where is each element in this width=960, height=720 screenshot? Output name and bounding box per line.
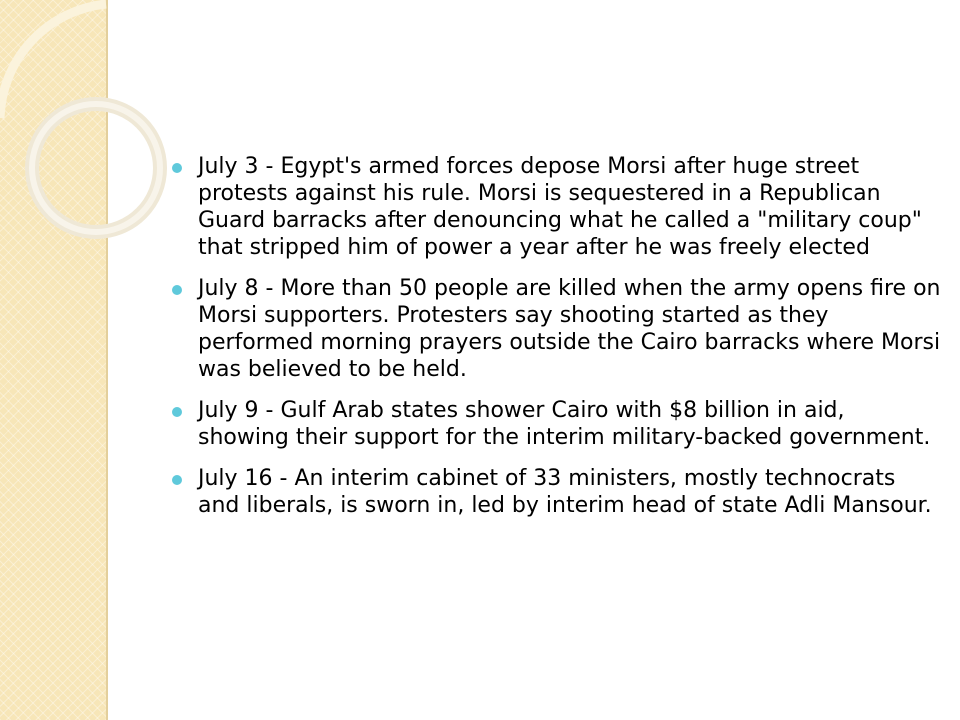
slide-content <box>171 153 941 533</box>
bullet-dot-icon <box>172 407 182 417</box>
bullet-dot-icon <box>172 475 182 485</box>
bullet-dot-icon <box>172 285 182 295</box>
bullet-text: July 3 - Egypt's armed forces depose Morsi after huge street protests against his rule. Morsi is sequestered in a Republican Guard barracks after denouncing what he called a "military coup" that stripped him of power a year after he was freely elected <box>198 154 922 260</box>
list-item <box>171 465 941 519</box>
list-item <box>171 275 941 383</box>
decorative-ring-highlight <box>32 104 160 232</box>
list-item <box>171 397 941 451</box>
bullet-list <box>171 153 941 519</box>
bullet-dot-icon <box>172 163 182 173</box>
bullet-text: July 16 - An interim cabinet of 33 ministers, mostly technocrats and liberals, is sworn in, led by interim head of state Adli Mansour. <box>198 466 932 518</box>
bullet-text: July 9 - Gulf Arab states shower Cairo with $8 billion in aid, showing their support for the interim military-backed government. <box>198 398 931 450</box>
decorative-rings <box>0 0 200 300</box>
bullet-text: July 8 - More than 50 people are killed when the army opens fire on Morsi supporters. Protesters say shooting started as they performed morning prayers outside the Cairo barracks where Morsi was believed to be held. <box>198 276 941 382</box>
list-item <box>171 153 941 261</box>
